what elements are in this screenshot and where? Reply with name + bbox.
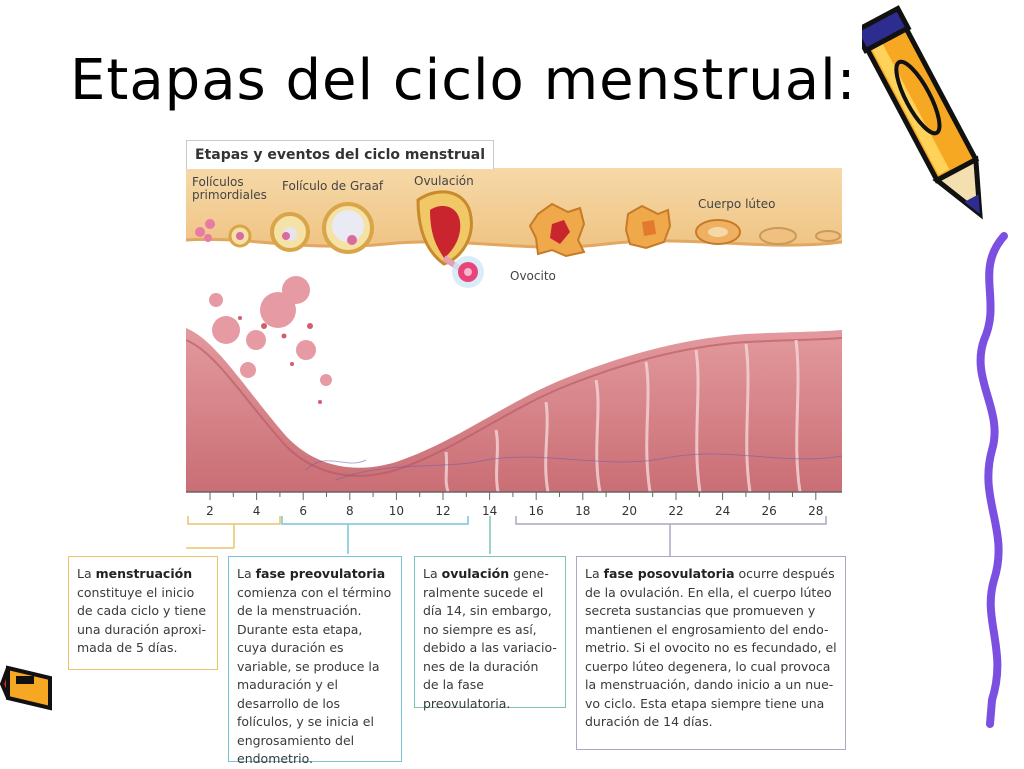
phase-box-ovulation: La ovulación gene-ralmente sucede el día 14, sin embargo, no siempre es así, debido a las variacio-nes de la duración de la fase preovulatoria. [414,556,566,708]
day-tick-label: 4 [252,504,261,518]
label-primordial-follicles: Folículos primordiales [192,175,267,202]
cycle-illustration [186,140,842,500]
figure-header: Etapas y eventos del ciclo menstrual [186,140,494,169]
squiggle-line-icon [964,230,1020,730]
day-tick-label: 20 [621,504,638,518]
day-tick-label: 6 [299,504,308,518]
menstrual-cycle-figure [186,140,842,500]
day-tick-label: 8 [345,504,354,518]
label-ovulation: Ovulación [414,174,474,188]
pencil-tip-icon [0,658,56,722]
day-tick-label: 28 [808,504,824,518]
day-tick-label: 10 [388,504,405,518]
day-tick-label: 26 [761,504,777,518]
phase-box-postovulatory: La fase posovulatoria ocurre después de la ovulación. En ella, el cuerpo lúteo secreta sustancias que promueven y mantienen el engrosamiento del endo-metrio. Si el ovocito no es fecundado, el cuerpo lúteo degenera, lo cual provoca la menstruación, dando inicio a un nue-vo ciclo. Esta etapa siempre tiene una duración de 14 días. [576,556,846,750]
term-menstruation: menstruación [95,566,193,581]
day-tick-label: 18 [575,504,591,518]
label-graaf-follicle: Folículo de Graaf [282,179,384,193]
phase-box-menstruation: La menstruación constituye el inicio de cada ciclo y tiene una duración aproxi-mada de 5 días. [68,556,218,670]
day-tick-label: 14 [481,504,498,518]
term-ovulation: ovulación [441,566,510,581]
endometrium [186,276,842,492]
ovocyte [452,256,484,288]
slide-title: Etapas del ciclo menstrual: [70,48,857,113]
day-tick-label: 24 [714,504,731,518]
phase-box-preovulatory: La fase preovulatoria comienza con el término de la menstruación. Durante esta etapa, cuya duración es variable, se produce la maduración y el desarrollo de los folículos, y se inicia el engrosamiento del endometrio. [228,556,402,762]
pencil-icon [862,4,1002,244]
label-corpus-luteum: Cuerpo lúteo [698,197,776,211]
day-tick-label: 22 [668,504,684,518]
term-postovulatory: fase posovulatoria [603,566,735,581]
term-preovulatory: fase preovulatoria [255,566,386,581]
day-tick-label: 12 [435,504,451,518]
day-tick-label: 2 [206,504,214,518]
day-tick-label: 16 [528,504,544,518]
label-ovocyte: Ovocito [510,269,556,283]
